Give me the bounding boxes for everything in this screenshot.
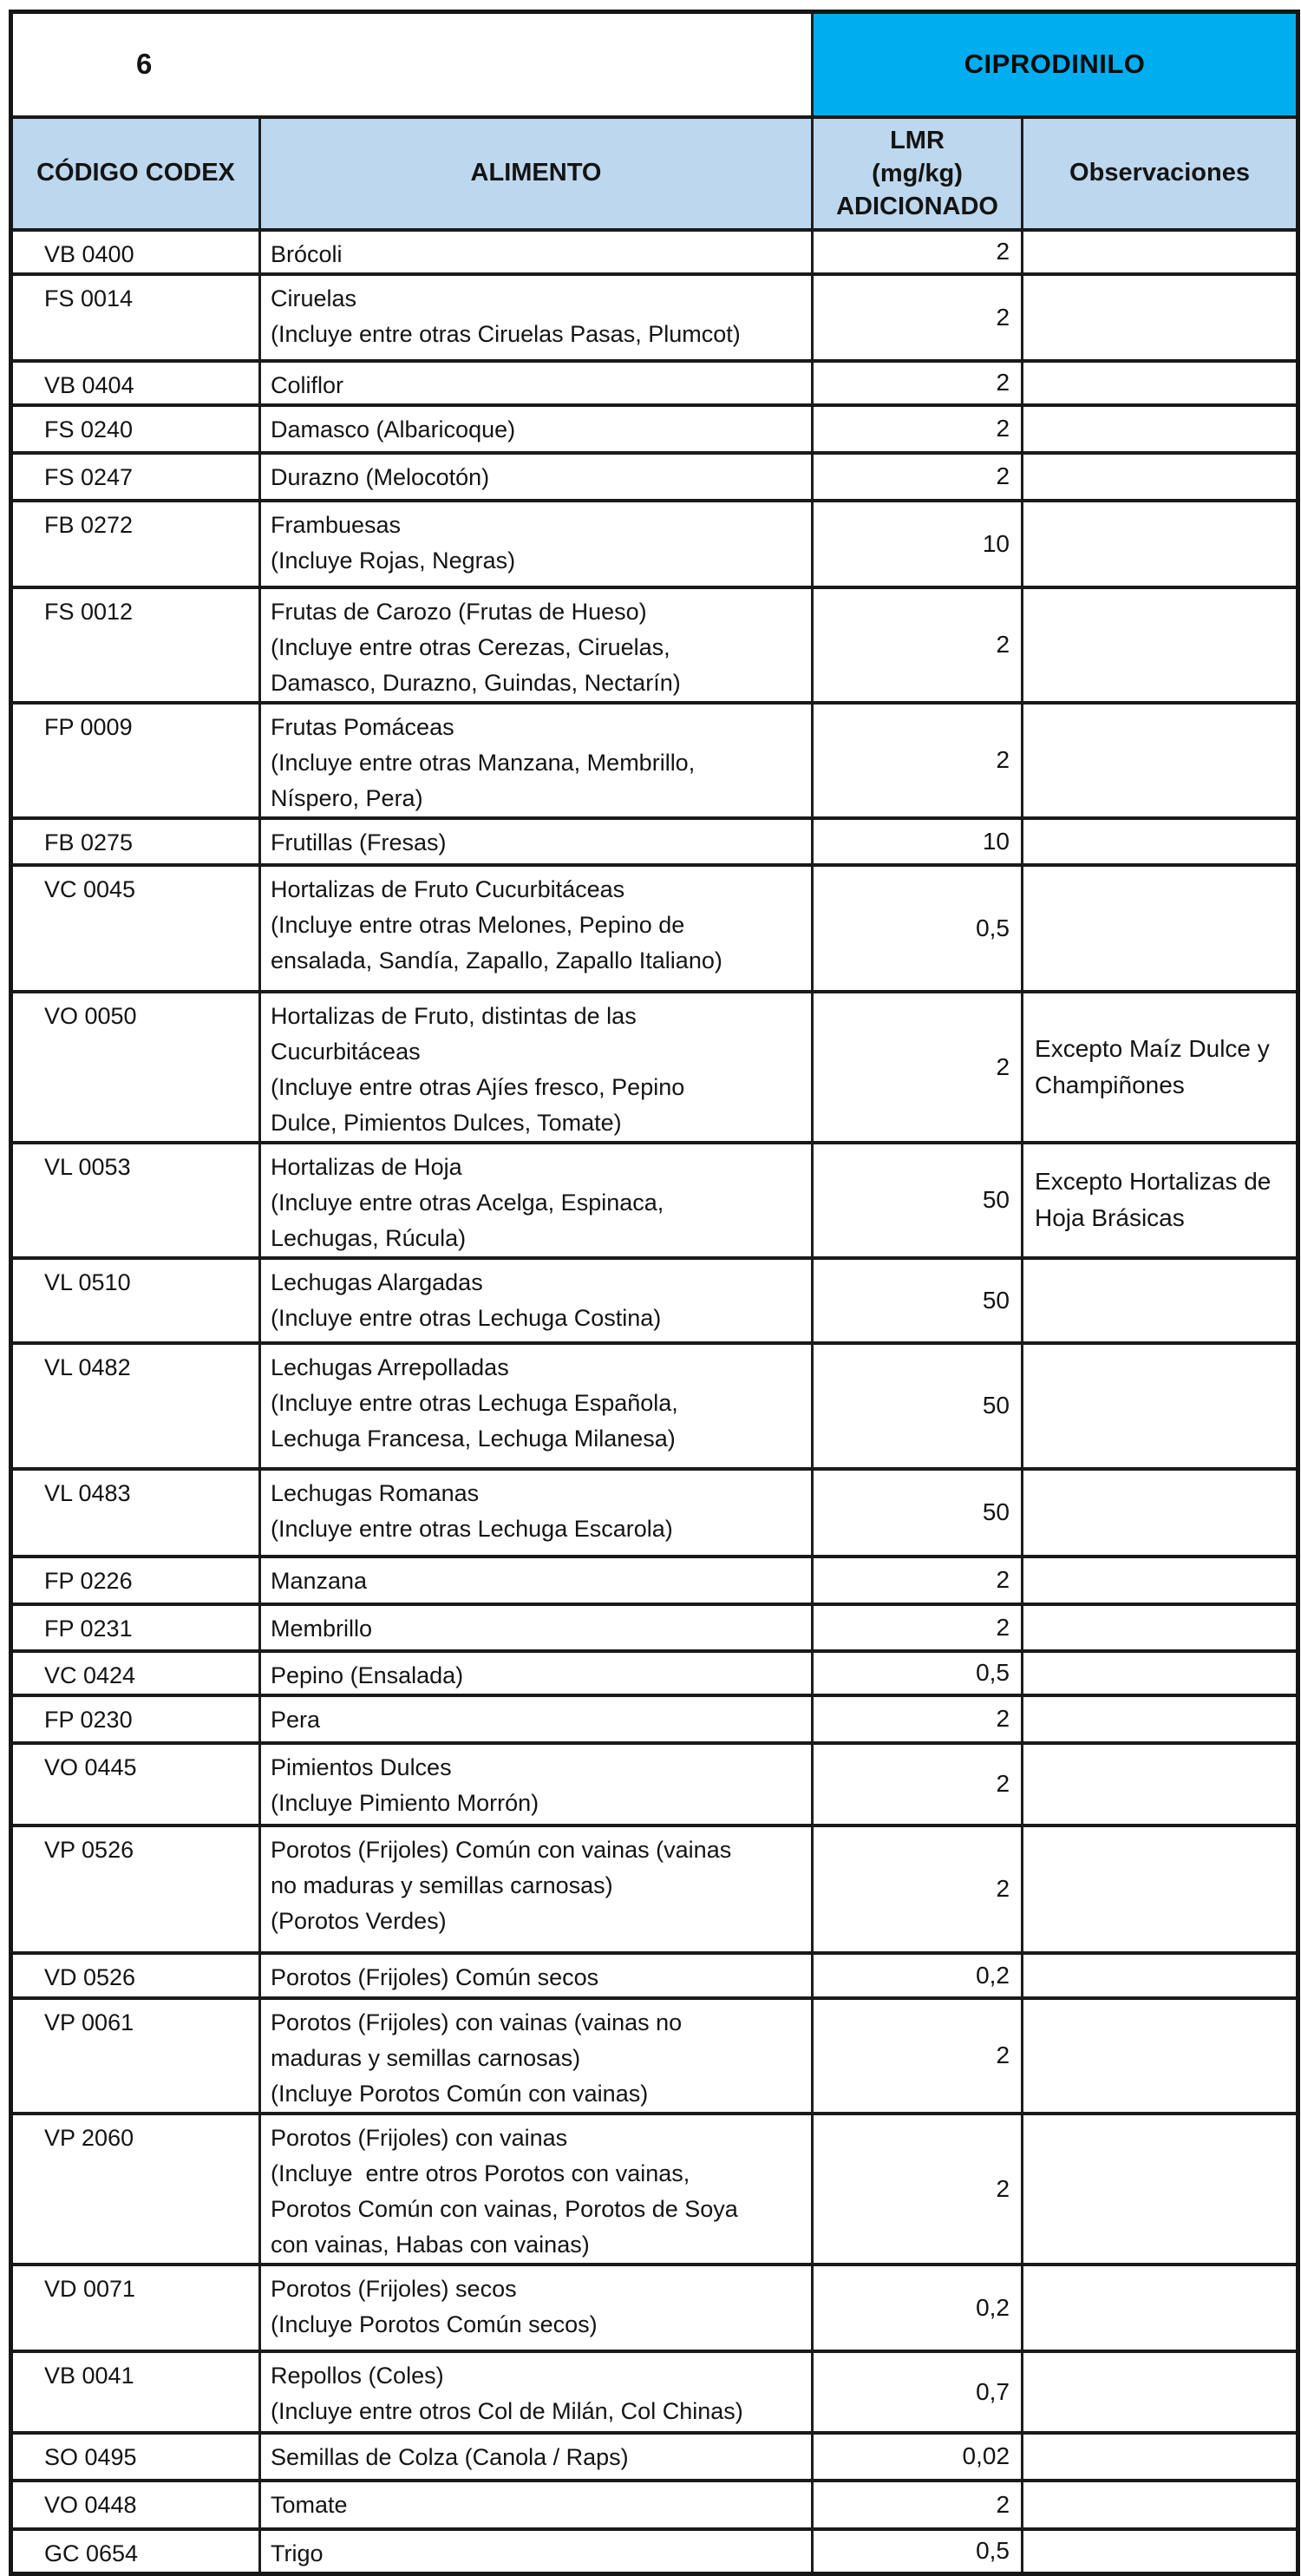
lmr-value-cell: 50	[813, 1469, 1023, 1557]
alimento-line: Damasco (Albaricoque)	[271, 416, 516, 442]
codex-code-cell: VP 0061	[11, 1998, 260, 2114]
compound-title: CIPRODINILO	[813, 12, 1298, 117]
observaciones-cell	[1023, 1557, 1298, 1604]
table-row	[11, 703, 1298, 818]
codex-code-cell: VB 0041	[11, 2351, 260, 2433]
alimento-cell	[260, 2351, 813, 2433]
lmr-value-cell: 0,02	[813, 2433, 1023, 2481]
alimento-line: Frutas Pomáceas	[271, 713, 454, 740]
table-row	[11, 1143, 1298, 1258]
alimento-line: Brócoli	[271, 240, 343, 267]
alimento-line: Hortalizas de Fruto Cucurbitáceas	[271, 875, 625, 902]
alimento-line: con vainas, Habas con vainas)	[271, 2231, 590, 2258]
table-row	[11, 1469, 1298, 1557]
table-row	[11, 1604, 1298, 1651]
page-number: 6	[11, 12, 813, 117]
alimento-line: Porotos (Frijoles) con vainas	[271, 2124, 568, 2151]
lmr-value-cell: 0,5	[813, 1651, 1023, 1695]
col-header-alimento: ALIMENTO	[260, 117, 813, 230]
alimento-line: Lechugas Alargadas	[271, 1268, 483, 1295]
alimento-line: (Incluye Porotos Común secos)	[271, 2311, 598, 2337]
column-header-row	[11, 117, 1298, 230]
lmr-value-cell: 0,5	[813, 2529, 1023, 2574]
lmr-value-cell: 0,5	[813, 865, 1023, 992]
table-row	[11, 453, 1298, 501]
alimento-cell	[260, 1695, 813, 1743]
lmr-value-cell: 50	[813, 1258, 1023, 1343]
alimento-cell	[260, 1604, 813, 1651]
table-row	[11, 1343, 1298, 1469]
alimento-line: Porotos (Frijoles) secos	[271, 2275, 517, 2302]
alimento-line: Frutas de Carozo (Frutas de Hueso)	[271, 598, 647, 625]
alimento-cell	[260, 405, 813, 453]
alimento-cell	[260, 865, 813, 992]
alimento-line: (Incluye entre otras Melones, Pepino de	[271, 911, 685, 938]
alimento-line: Frutillas (Fresas)	[271, 829, 447, 855]
lmr-value-cell: 50	[813, 1343, 1023, 1469]
alimento-line: (Incluye entre otros Col de Milán, Col Chinas)	[271, 2397, 743, 2424]
codex-code-cell: VB 0400	[11, 230, 260, 274]
table-row	[11, 1557, 1298, 1604]
alimento-line: (Incluye entre otras Manzana, Membrillo,	[271, 749, 696, 776]
codex-code-cell: VO 0448	[11, 2481, 260, 2529]
alimento-line: no maduras y semillas carnosas)	[271, 1871, 613, 1898]
observacion-line: Excepto Maíz Dulce y	[1035, 1034, 1270, 1062]
observaciones-cell	[1023, 703, 1298, 818]
alimento-cell	[260, 2481, 813, 2529]
observaciones-cell	[1023, 2351, 1298, 2433]
table-row	[11, 1953, 1298, 1998]
observaciones-cell	[1023, 405, 1298, 453]
codex-code-cell: FS 0247	[11, 453, 260, 501]
codex-code-cell: VP 2060	[11, 2114, 260, 2265]
lmr-value-cell: 2	[813, 1604, 1023, 1651]
lmr-table	[9, 10, 1300, 2576]
alimento-line: Porotos Común con vainas, Porotos de Soya	[271, 2195, 738, 2222]
alimento-line: (Incluye entre otras Ciruelas Pasas, Plumcot)	[271, 320, 741, 347]
alimento-cell	[260, 1258, 813, 1343]
alimento-cell	[260, 1469, 813, 1557]
table-row	[11, 818, 1298, 865]
alimento-cell	[260, 2114, 813, 2265]
observaciones-cell	[1023, 2114, 1298, 2265]
alimento-line: Lechuga Francesa, Lechuga Milanesa)	[271, 1425, 676, 1452]
observaciones-cell	[1023, 1998, 1298, 2114]
alimento-cell	[260, 501, 813, 587]
alimento-line: (Incluye entre otras Lechuga Española,	[271, 1389, 678, 1416]
alimento-line: Hortalizas de Fruto, distintas de las	[271, 1002, 637, 1029]
alimento-line: Porotos (Frijoles) Común secos	[271, 1963, 599, 1990]
alimento-line: (Incluye entre otras Ajíes fresco, Pepino	[271, 1073, 685, 1100]
codex-code-cell: FS 0240	[11, 405, 260, 453]
alimento-line: Lechugas Arrepolladas	[271, 1354, 509, 1380]
codex-code-cell: VC 0424	[11, 1651, 260, 1695]
table-row	[11, 361, 1298, 405]
observaciones-cell	[1023, 587, 1298, 703]
lmr-value-cell: 2	[813, 992, 1023, 1143]
table-row	[11, 2114, 1298, 2265]
alimento-cell	[260, 1953, 813, 1998]
alimento-cell	[260, 1343, 813, 1469]
observaciones-cell	[1023, 2529, 1298, 2574]
codex-code-cell: VC 0045	[11, 865, 260, 992]
alimento-line: Dulce, Pimientos Dulces, Tomate)	[271, 1109, 622, 1136]
alimento-line: Manzana	[271, 1567, 368, 1594]
lmr-value-cell: 2	[813, 2481, 1023, 2529]
table-row	[11, 274, 1298, 361]
lmr-value-cell: 2	[813, 361, 1023, 405]
alimento-line: Ciruelas	[271, 285, 357, 311]
alimento-cell	[260, 818, 813, 865]
lmr-value-cell: 10	[813, 501, 1023, 587]
observaciones-cell	[1023, 230, 1298, 274]
lmr-header-line: ADICIONADO	[836, 192, 998, 220]
lmr-value-cell: 2	[813, 1998, 1023, 2114]
alimento-line: Pera	[271, 1706, 321, 1733]
observaciones-cell	[1023, 1825, 1298, 1953]
alimento-line: Lechugas, Rúcula)	[271, 1224, 467, 1251]
alimento-line: Semillas de Colza (Canola / Raps)	[271, 2443, 629, 2470]
observaciones-cell	[1023, 1343, 1298, 1469]
lmr-value-cell: 2	[813, 1557, 1023, 1604]
alimento-line: Durazno (Melocotón)	[271, 463, 490, 490]
col-header-codigo-codex: CÓDIGO CODEX	[11, 117, 260, 230]
lmr-value-cell: 2	[813, 2114, 1023, 2265]
codex-code-cell: VL 0510	[11, 1258, 260, 1343]
document-page	[9, 10, 1300, 2576]
alimento-cell	[260, 1825, 813, 1953]
table-row	[11, 2481, 1298, 2529]
alimento-line: (Incluye entre otras Cerezas, Ciruelas,	[271, 633, 670, 660]
codex-code-cell: FP 0226	[11, 1557, 260, 1604]
observacion-line: Excepto Hortalizas de	[1035, 1168, 1272, 1195]
table-row	[11, 587, 1298, 703]
lmr-value-cell: 10	[813, 818, 1023, 865]
alimento-line: (Incluye Porotos Común con vainas)	[271, 2080, 649, 2107]
observacion-line: Champiñones	[1035, 1071, 1185, 1098]
alimento-line: Porotos (Frijoles) con vainas (vainas no	[271, 2009, 683, 2035]
table-row	[11, 865, 1298, 992]
alimento-cell	[260, 230, 813, 274]
observaciones-cell	[1023, 361, 1298, 405]
alimento-line: (Incluye Rojas, Negras)	[271, 547, 516, 574]
alimento-line: Porotos (Frijoles) Común con vainas (vainas	[271, 1836, 732, 1863]
lmr-value-cell: 2	[813, 587, 1023, 703]
alimento-line: Pimientos Dulces	[271, 1753, 452, 1780]
lmr-value-cell: 0,7	[813, 2351, 1023, 2433]
table-row	[11, 992, 1298, 1143]
codex-code-cell: GC 0654	[11, 2529, 260, 2574]
alimento-line: ensalada, Sandía, Zapallo, Zapallo Italiano)	[271, 947, 722, 973]
table-row	[11, 1825, 1298, 1953]
table-row	[11, 2265, 1298, 2351]
codex-code-cell: VD 0526	[11, 1953, 260, 1998]
alimento-line: (Incluye Pimiento Morrón)	[271, 1789, 539, 1816]
table-row	[11, 2351, 1298, 2433]
lmr-value-cell: 50	[813, 1143, 1023, 1258]
alimento-cell	[260, 1998, 813, 2114]
alimento-cell	[260, 361, 813, 405]
alimento-line: Níspero, Pera)	[271, 784, 423, 811]
alimento-line: (Incluye entre otros Porotos con vainas,	[271, 2160, 690, 2186]
alimento-line: Frambuesas	[271, 511, 402, 538]
observaciones-cell	[1023, 818, 1298, 865]
alimento-cell	[260, 992, 813, 1143]
codex-code-cell: VP 0526	[11, 1825, 260, 1953]
lmr-value-cell: 2	[813, 1695, 1023, 1743]
codex-code-cell: VL 0483	[11, 1469, 260, 1557]
observaciones-cell	[1023, 865, 1298, 992]
table-row	[11, 1743, 1298, 1825]
codex-code-cell: SO 0495	[11, 2433, 260, 2481]
codex-code-cell: FS 0014	[11, 274, 260, 361]
observaciones-cell	[1023, 1604, 1298, 1651]
codex-code-cell: VB 0404	[11, 361, 260, 405]
lmr-value-cell: 2	[813, 274, 1023, 361]
lmr-value-cell: 2	[813, 453, 1023, 501]
alimento-cell	[260, 2433, 813, 2481]
lmr-value-cell: 2	[813, 1743, 1023, 1825]
alimento-cell	[260, 2529, 813, 2574]
alimento-line: (Incluye entre otras Lechuga Costina)	[271, 1304, 662, 1331]
codex-code-cell: FP 0009	[11, 703, 260, 818]
codex-code-cell: FS 0012	[11, 587, 260, 703]
observaciones-cell	[1023, 2481, 1298, 2529]
alimento-line: Cucurbitáceas	[271, 1038, 421, 1065]
table-row	[11, 1651, 1298, 1695]
alimento-line: Coliflor	[271, 371, 344, 398]
table-row	[11, 1998, 1298, 2114]
alimento-line: Repollos (Coles)	[271, 2362, 444, 2389]
observaciones-cell	[1023, 1695, 1298, 1743]
alimento-line: Lechugas Romanas	[271, 1479, 480, 1506]
alimento-cell	[260, 1143, 813, 1258]
observaciones-cell	[1023, 274, 1298, 361]
table-row	[11, 2433, 1298, 2481]
alimento-line: Tomate	[271, 2491, 348, 2518]
table-row	[11, 1258, 1298, 1343]
lmr-header-line: (mg/kg)	[872, 159, 963, 187]
observaciones-cell	[1023, 992, 1298, 1143]
col-header-observaciones: Observaciones	[1023, 117, 1298, 230]
alimento-line: Damasco, Durazno, Guindas, Nectarín)	[271, 669, 681, 696]
observaciones-cell	[1023, 453, 1298, 501]
table-row	[11, 230, 1298, 274]
lmr-value-cell: 2	[813, 405, 1023, 453]
alimento-line: (Incluye entre otras Lechuga Escarola)	[271, 1515, 673, 1542]
title-row	[11, 12, 1298, 117]
alimento-cell	[260, 453, 813, 501]
codex-code-cell: FB 0275	[11, 818, 260, 865]
alimento-cell	[260, 1651, 813, 1695]
observaciones-cell	[1023, 1651, 1298, 1695]
codex-code-cell: FP 0231	[11, 1604, 260, 1651]
table-row	[11, 1695, 1298, 1743]
observaciones-cell	[1023, 1258, 1298, 1343]
observaciones-cell	[1023, 1143, 1298, 1258]
alimento-cell	[260, 1557, 813, 1604]
lmr-value-cell: 2	[813, 230, 1023, 274]
alimento-cell	[260, 587, 813, 703]
alimento-line: maduras y semillas carnosas)	[271, 2044, 581, 2071]
codex-code-cell: VL 0053	[11, 1143, 260, 1258]
table-body	[11, 230, 1298, 2574]
table-row	[11, 2529, 1298, 2574]
table-row	[11, 405, 1298, 453]
lmr-value-cell: 2	[813, 1825, 1023, 1953]
codex-code-cell: VO 0445	[11, 1743, 260, 1825]
observaciones-cell	[1023, 1469, 1298, 1557]
lmr-value-cell: 0,2	[813, 1953, 1023, 1998]
alimento-line: Pepino (Ensalada)	[271, 1662, 464, 1688]
alimento-cell	[260, 1743, 813, 1825]
codex-code-cell: FB 0272	[11, 501, 260, 587]
codex-code-cell: FP 0230	[11, 1695, 260, 1743]
lmr-value-cell: 0,2	[813, 2265, 1023, 2351]
alimento-cell	[260, 274, 813, 361]
lmr-value-cell: 2	[813, 703, 1023, 818]
col-header-lmr	[813, 117, 1023, 230]
observaciones-cell	[1023, 1953, 1298, 1998]
observaciones-cell	[1023, 2265, 1298, 2351]
alimento-line: (Porotos Verdes)	[271, 1907, 447, 1934]
observaciones-cell	[1023, 1743, 1298, 1825]
alimento-line: Hortalizas de Hoja	[271, 1153, 462, 1180]
codex-code-cell: VL 0482	[11, 1343, 260, 1469]
lmr-header-line: LMR	[890, 126, 945, 154]
observacion-line: Hoja Brásicas	[1035, 1204, 1185, 1231]
table-row	[11, 501, 1298, 587]
alimento-cell	[260, 2265, 813, 2351]
alimento-cell	[260, 703, 813, 818]
observaciones-cell	[1023, 2433, 1298, 2481]
alimento-line: (Incluye entre otras Acelga, Espinaca,	[271, 1189, 664, 1216]
codex-code-cell: VD 0071	[11, 2265, 260, 2351]
alimento-line: Membrillo	[271, 1615, 373, 1642]
alimento-line: Trigo	[271, 2540, 324, 2566]
codex-code-cell: VO 0050	[11, 992, 260, 1143]
observaciones-cell	[1023, 501, 1298, 587]
